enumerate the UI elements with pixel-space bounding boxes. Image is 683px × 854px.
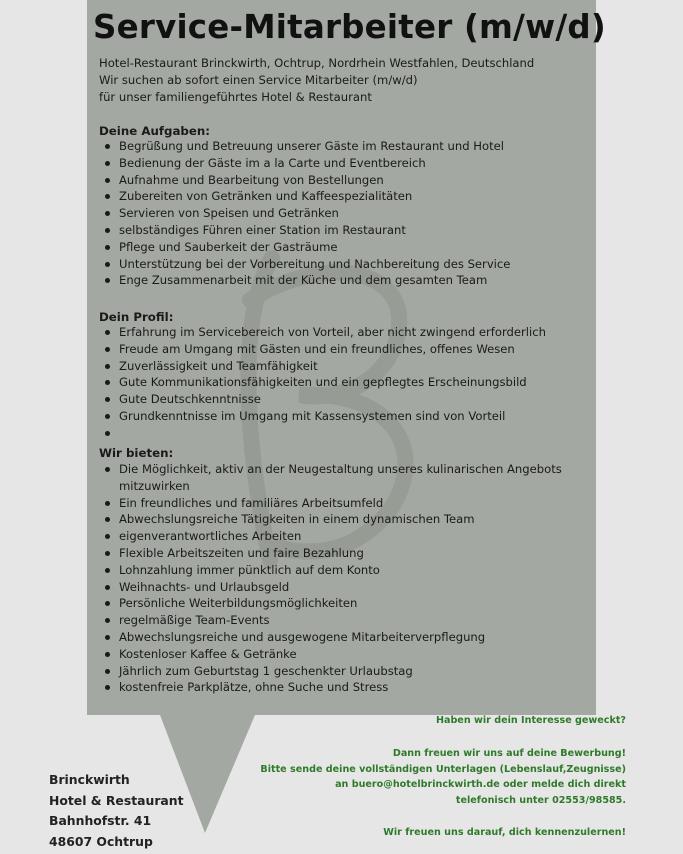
intro-line: Wir suchen ab sofort einen Service Mitarbeiter (m/w/d) [99,72,418,87]
company-address [49,770,184,852]
list-item: Kostenloser Kaffee & Getränke [99,646,585,663]
intro-line: für unser familiengeführtes Hotel & Restaurant [99,89,372,104]
intro-text [99,55,534,105]
intro-line: Hotel-Restaurant Brinckwirth, Ochtrup, Nordrhein Westfahlen, Deutschland [99,56,535,70]
company-type: Hotel & Restaurant [49,792,184,808]
list-item: Servieren von Speisen und Getränken [99,205,585,222]
list-item: Gute Deutschkenntnisse [99,391,585,408]
list-item: Zuverlässigkeit und Teamfähigkeit [99,358,585,375]
list-item: Persönliche Weiterbildungsmöglichkeiten [99,595,585,612]
job-posting-card [87,0,606,715]
list-item-empty [99,425,585,442]
city: 48607 Ochtrup [49,833,153,849]
profile-heading: Dein Profil: [99,310,174,324]
offer-list [99,461,585,696]
list-item: Grundkenntnisse im Umgang mit Kassensystemen sind von Vorteil [99,408,585,425]
list-item: Aufnahme und Bearbeitung von Bestellungen [99,172,585,189]
list-item: Unterstützung bei der Vorbereitung und Nachbereitung des Service [99,256,585,273]
list-item: Jährlich zum Geburtstag 1 geschenkter Urlaubstag [99,663,585,680]
offer-heading: Wir bieten: [99,446,174,460]
list-item: Abwechslungsreiche und ausgewogene Mitarbeiterverpflegung [99,629,585,646]
list-item: Begrüßung und Betreuung unserer Gäste im Restaurant und Hotel [99,138,585,155]
list-item: Enge Zusammenarbeit mit der Küche und dem gesamten Team [99,272,585,289]
list-item: selbständiges Führen einer Station im Restaurant [99,222,585,239]
page-title: Service-Mitarbeiter (m/w/d) [93,8,606,46]
list-item: Ein freundliches und familiäres Arbeitsumfeld [99,495,585,512]
list-item: Lohnzahlung immer pünktlich auf dem Konto [99,562,585,579]
application-line: telefonisch unter 02553/98585. [455,794,626,806]
tasks-list [99,138,585,289]
list-item: Weihnachts- und Urlaubsgeld [99,579,585,596]
application-line: Bitte sende deine vollständigen Unterlagen (Lebenslauf,Zeugnisse) [260,763,626,775]
list-item: Gute Kommunikationsfähigkeiten und ein gepflegtes Erscheinungsbild [99,374,585,391]
street: Bahnhofstr. 41 [49,813,152,828]
interest-question: Haben wir dein Interesse geweckt? [435,715,626,726]
application-line: Dann freuen wir uns auf deine Bewerbung! [392,748,626,759]
list-item: Flexible Arbeitszeiten und faire Bezahlung [99,545,585,562]
closing-text: Wir freuen uns darauf, dich kennenzulernen! [383,827,626,838]
list-item: Pflege und Sauberkeit der Gasträume [99,239,585,256]
list-item: Zubereiten von Getränken und Kaffeespezialitäten [99,188,585,205]
tasks-heading: Deine Aufgaben: [99,124,210,138]
list-item: Die Möglichkeit, aktiv an der Neugestaltung unseres kulinarischen Angebots mitzuwirken [99,461,585,495]
list-item: Bedienung der Gäste im a la Carte und Eventbereich [99,155,585,172]
application-line: an buero@hotelbrinckwirth.de oder melde dich direkt [335,779,626,791]
list-item: Erfahrung im Servicebereich von Vorteil, aber nicht zwingend erforderlich [99,324,585,341]
application-text [260,746,626,808]
list-item: kostenfreie Parkplätze, ohne Suche und Stress [99,679,585,696]
profile-list [99,324,585,442]
list-item: regelmäßige Team-Events [99,612,585,629]
list-item: Abwechslungsreiche Tätigkeiten in einem dynamischen Team [99,511,585,528]
list-item: Freude am Umgang mit Gästen und ein freundliches, offenes Wesen [99,341,585,358]
company-name: Brinckwirth [49,772,130,787]
list-item: eigenverantwortliches Arbeiten [99,528,585,545]
